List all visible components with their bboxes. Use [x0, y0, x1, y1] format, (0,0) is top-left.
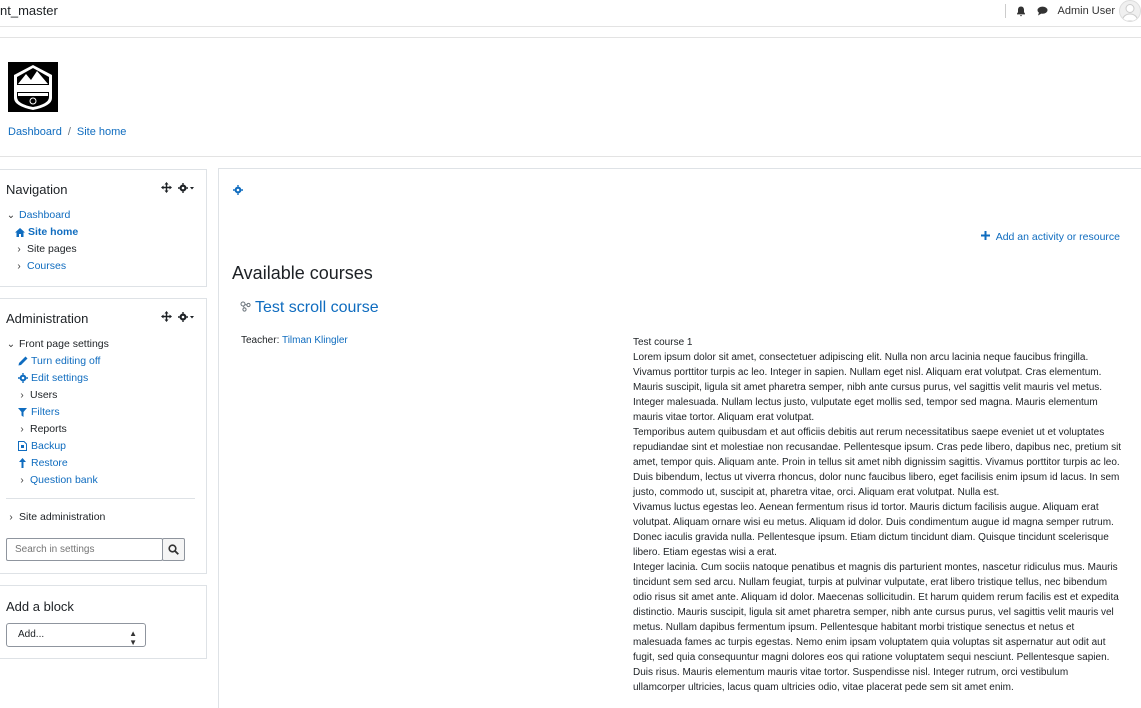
course-icon [240, 299, 251, 317]
add-activity-button[interactable] [981, 231, 1120, 243]
chevron-right-icon: › [17, 260, 21, 272]
admin-item-site-administration[interactable] [6, 511, 105, 523]
site-brand[interactable]: nt_master [0, 3, 58, 18]
nav-item-label[interactable]: Courses [27, 260, 67, 272]
admin-item-turn-editing-off[interactable] [17, 355, 100, 367]
nav-item-courses[interactable] [14, 260, 66, 272]
add-block-block [0, 585, 207, 659]
admin-item-label[interactable]: Restore [31, 457, 68, 469]
admin-item-filters[interactable] [17, 406, 60, 418]
navbar-right [1005, 0, 1141, 22]
chat-icon[interactable] [1036, 4, 1050, 18]
chevron-down-icon: ⌄ [6, 338, 16, 350]
admin-item-edit-settings[interactable] [17, 372, 88, 384]
admin-item-label: Front page settings [19, 338, 109, 350]
chevron-right-icon: › [9, 511, 13, 523]
teacher-name-link[interactable]: Tilman Klingler [281, 335, 348, 346]
backup-file-icon [17, 441, 28, 452]
top-navbar [0, 0, 1141, 27]
home-icon [14, 227, 25, 238]
breadcrumb-separator: / [67, 126, 71, 138]
navigation-block-title: Navigation [6, 182, 68, 197]
course-title[interactable] [240, 299, 379, 317]
admin-item-label[interactable]: Turn editing off [31, 355, 101, 367]
pencil-icon [17, 356, 28, 367]
available-courses-heading: Available courses [232, 263, 373, 283]
bell-icon[interactable] [1014, 4, 1028, 18]
navbar-divider [1005, 4, 1006, 18]
select-caret-icon: ▲ ▼ [129, 629, 137, 647]
nav-item-label[interactable]: Dashboard [19, 209, 71, 221]
summary-paragraph: Temporibus autem quibusdam et aut officiis debitis aut rerum necessitatibus saepe eveniet ut et voluptates repudiandae sint et molestiae non recusandae. Pellentesque ipsum. Cras pede libero, dapibus nec, pretium sit amet, tempor quis. Aliquam ante. Proin in tellus sit amet nibh dignissim sagittis. Vivamus porttitor turpis ac leo. Duis bibendum, lectus ut viverra rhoncus, dolor nunc faucibus libero, eget facilisis enim ipsum id lacus. In sem justo, commodo ut, suscipit at, pharetra vitae, orci. Aliquam erat volutpat. Nulla est. [633, 427, 1122, 498]
breadcrumb [8, 126, 126, 138]
course-name-link[interactable]: Test scroll course [255, 299, 379, 316]
move-icon[interactable] [161, 311, 172, 325]
section-edit-gear-icon[interactable] [233, 185, 243, 198]
admin-item-front-page-settings[interactable] [6, 338, 109, 350]
admin-item-label: Users [30, 389, 58, 401]
chevron-right-icon: › [20, 474, 24, 486]
block-divider [6, 498, 195, 499]
block-actions-gear-icon[interactable] [178, 183, 194, 196]
site-logo[interactable] [8, 62, 58, 112]
nav-item-site-pages[interactable] [14, 243, 77, 255]
avatar[interactable] [1119, 0, 1141, 22]
navigation-block-controls [161, 182, 194, 196]
chevron-right-icon: › [20, 423, 24, 435]
admin-item-question-bank[interactable] [17, 474, 98, 486]
summary-paragraph: Integer lacinia. Cum sociis natoque penatibus et magnis dis parturient montes, nascetur ridiculus mus. Mauris tincidunt sem sed arcu. Nullam feugiat, turpis at pulvinar vulputate, erat libero tristique tellus, nec bibendum odio risus sit amet ante. Aliquam id dolor. Maecenas sollicitudin. Et harum quidem rerum facilis est et expedita distinctio. Mauris suscipit, ligula sit amet pharetra semper, nibh ante cursus purus, vel sagittis velit mauris vel metus. Nullam dapibus fermentum ipsum. Pellentesque habitant morbi tristique senectus et netus et malesuada fames ac turpis egestas. Nemo enim ipsam voluptatem quia voluptas sit aspernatur aut odit aut fugit, sed quia consequuntur magni dolores eos qui ratione voluptatem sequi nesciunt. Pellentesque sapien. Duis risus. Mauris elementum mauris vitae tortor. Suspendisse nisl. Integer rutrum, orci vestibulum ullamcorper ultricies, lacus quam ultricies odio, vitae placerat pede sem sit amet enim. [633, 562, 1119, 693]
navigation-block [0, 169, 207, 287]
filter-icon [17, 407, 28, 418]
add-block-select[interactable] [6, 623, 146, 647]
add-block-title: Add a block [6, 599, 74, 614]
admin-item-label[interactable]: Question bank [30, 474, 98, 486]
administration-block-title: Administration [6, 311, 89, 326]
admin-item-label[interactable]: Edit settings [31, 372, 89, 384]
admin-item-label: Site administration [19, 511, 106, 523]
chevron-down-icon: ⌄ [6, 209, 16, 221]
main-region [218, 168, 1141, 708]
nav-item-site-home[interactable] [14, 226, 78, 238]
admin-item-restore[interactable] [17, 457, 68, 469]
move-icon[interactable] [161, 182, 172, 196]
user-name[interactable]: Admin User [1057, 5, 1115, 17]
restore-icon [17, 458, 28, 469]
breadcrumb-dashboard[interactable]: Dashboard [8, 126, 62, 138]
summary-paragraph: Lorem ipsum dolor sit amet, consectetuer adipiscing elit. Nulla non arcu lacinia neque faucibus fringilla. Vivamus porttitor turpis ac leo. Integer in sapien. Nullam eget nisl. Aliquam erat volutpat. Cras elementum. Mauris suscipit, ligula sit amet pharetra semper, nibh ante cursus purus, vel sagittis velit mauris vel metus. Integer malesuada. Nullam lectus justo, vulputate eget mollis sed, tempor sed magna. Mauris elementum mauris vitae tortor. Aliquam erat volutpat. [633, 352, 1103, 423]
header-divider [0, 156, 1141, 157]
block-actions-gear-icon[interactable] [178, 312, 194, 325]
admin-item-backup[interactable] [17, 440, 66, 452]
summary-paragraph: Vivamus luctus egestas leo. Aenean fermentum risus id tortor. Mauris dictum facilisis augue. Aliquam erat volutpat. Aliquam ornare wisi eu metus. Aliquam id dolor. Duis condimentum augue id magna semper rutrum. Donec iaculis gravida nulla. Pellentesque ipsum. Etiam dictum tincidunt diam. Quisque tincidunt scelerisque libero. Etiam egestas wisi a erat. [633, 502, 1114, 558]
teacher-label: Teacher: [241, 335, 280, 346]
breadcrumb-site-home[interactable]: Site home [76, 126, 127, 138]
admin-item-label[interactable]: Filters [31, 406, 60, 418]
administration-block-controls [161, 311, 194, 325]
plus-icon [981, 231, 990, 243]
search-settings-input[interactable] [6, 538, 163, 561]
nav-item-label[interactable]: Site home [28, 226, 79, 238]
summary-title: Test course 1 [633, 337, 693, 348]
admin-item-reports[interactable] [17, 423, 67, 435]
course-teacher [241, 335, 348, 346]
search-icon [168, 544, 179, 555]
gear-icon [17, 373, 28, 384]
add-activity-label[interactable]: Add an activity or resource [995, 231, 1120, 243]
nav-item-label: Site pages [27, 243, 77, 255]
search-settings-button[interactable] [162, 538, 185, 561]
chevron-right-icon: › [20, 389, 24, 401]
course-summary [633, 335, 1123, 695]
chevron-right-icon: › [17, 243, 21, 255]
add-block-select-value: Add... [18, 629, 45, 640]
admin-item-label: Reports [30, 423, 67, 435]
nav-item-dashboard[interactable] [6, 209, 70, 221]
admin-item-label[interactable]: Backup [31, 440, 67, 452]
admin-item-users[interactable] [17, 389, 57, 401]
secondary-nav-line [0, 37, 1141, 38]
administration-block [0, 298, 207, 574]
